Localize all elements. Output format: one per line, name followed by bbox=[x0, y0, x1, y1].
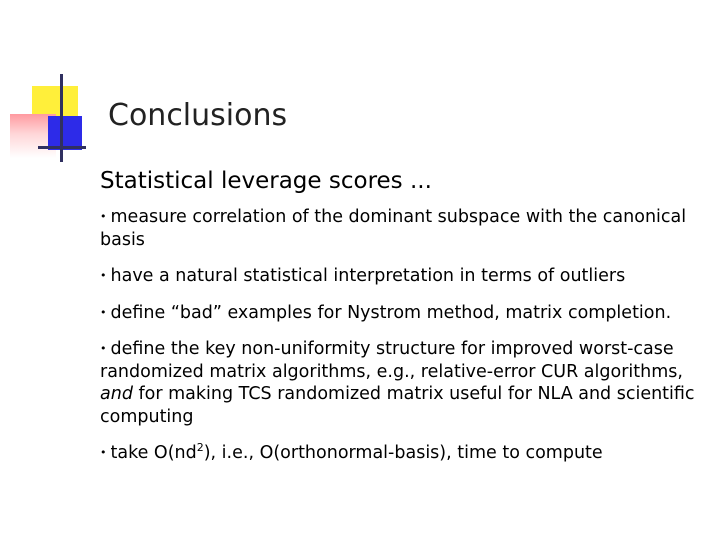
logo-horizontal-line bbox=[38, 146, 86, 149]
bullet-item bbox=[100, 206, 710, 251]
bullet-text-after: ), i.e., O(orthonormal-basis), time to compute bbox=[203, 443, 603, 463]
bullet-text: have a natural statistical interpretation in terms of outliers bbox=[110, 266, 626, 286]
slide-title: Conclusions bbox=[108, 98, 288, 133]
logo-blue-square bbox=[48, 116, 82, 150]
bullet-list bbox=[100, 206, 710, 479]
bullet-text: define “bad” examples for Nystrom method, matrix completion. bbox=[110, 302, 672, 323]
bullet-dot: • bbox=[100, 446, 107, 459]
bullet-text: measure correlation of the dominant subspace with the canonical basis bbox=[100, 207, 687, 250]
bullet-dot: • bbox=[100, 342, 107, 355]
bullet-text-after: for making TCS randomized matrix useful for NLA and scientific computing bbox=[100, 384, 695, 427]
bullet-text-before: take O(nd bbox=[110, 443, 197, 463]
bullet-item bbox=[100, 302, 710, 325]
bullet-text-emphasis: and bbox=[100, 384, 133, 404]
bullet-item bbox=[100, 442, 710, 465]
slide-subtitle: Statistical leverage scores ... bbox=[100, 168, 432, 194]
slide-logo-decoration bbox=[8, 74, 88, 164]
bullet-item bbox=[100, 338, 710, 428]
bullet-text-before: define the key non-uniformity structure for improved worst-case randomized matrix algorithms, e.g., relative-error CUR algorithms, bbox=[100, 339, 683, 382]
bullet-dot: • bbox=[100, 269, 107, 282]
bullet-item bbox=[100, 265, 710, 288]
bullet-superscript: 2 bbox=[196, 441, 204, 455]
bullet-dot: • bbox=[100, 305, 107, 319]
bullet-dot: • bbox=[100, 210, 107, 223]
